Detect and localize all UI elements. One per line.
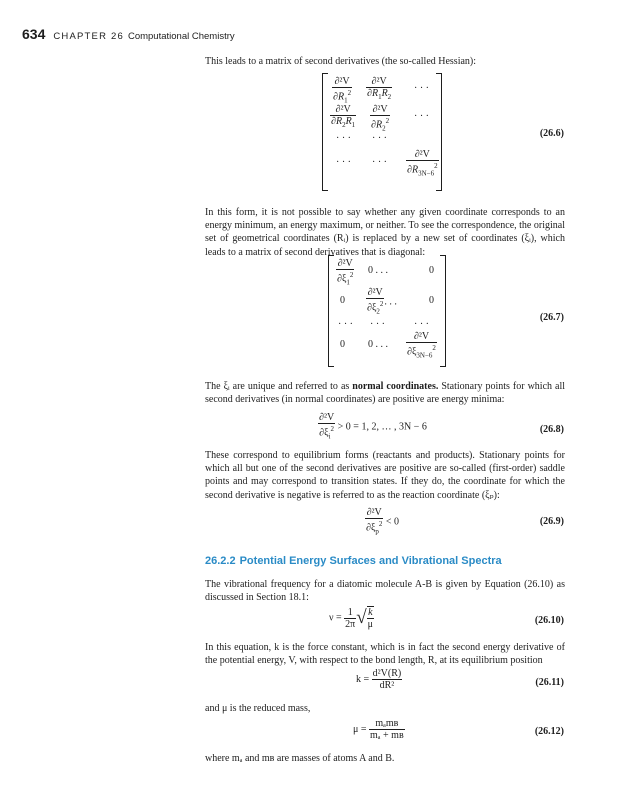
equation-number-26-12: (26.12) [534, 726, 564, 737]
equation-26-11: k = $\frac{\text{d²V(R)}}{\text{dR²}}$ [356, 668, 402, 691]
matrix-entry-31: · · · [336, 133, 351, 144]
matrix-left-bracket [322, 73, 328, 191]
paragraph-saddle-points: These correspond to equilibrium forms (reactants and products). Stationary points for which all but one of the second derivatives are positive are so-called (first-order) saddle points and may correspond to transition states. If they do, the coordinate for which the second derivative is negative is referred to as the reaction coordinate (ξₚ): [205, 450, 565, 501]
paragraph-force-constant: In this equation, k is the force constant, which is in fact the second energy derivative of the potential energy, V, with respect to the bond length, R, at its equilibrium position [205, 642, 565, 667]
diag-entry-22: $\frac{\text{∂²V}}{\partial\xi_2^2}$ . . . [367, 287, 397, 316]
diag-entry-22-dots: . . . [384, 296, 397, 308]
equation-26-9: $\frac{\text{∂²V}}{\partial\xi_p^2}$ < 0 [366, 507, 400, 536]
diag-entry-41: 0 [340, 339, 345, 350]
paragraph-normal-coordinates-intro: In this form, it is not possible to say whether any given coordinate corresponds to an energy minimum, an energy maximum, or neither. To see the correspondence, the original set of geometrical coordinates (Rᵢ) is replaced by a new set of coordinates (ξᵢ), which leads to a matrix of second derivatives that is diagonal: [205, 207, 565, 258]
p3-end: Stationary points for which all second derivatives (in normal coordinates) are positive are energy minima: [205, 381, 566, 406]
equation-26-12: μ = $\frac{\text{mₐmʙ}}{\text{mₐ + mʙ}}$ [353, 718, 404, 741]
diag-entry-13: 0 [429, 265, 434, 276]
k-lhs: k = [356, 673, 370, 685]
p3-start: The ξᵢ are unique and referred to as [205, 381, 353, 392]
diag-entry-23: 0 [429, 295, 434, 306]
chapter-label: CHAPTER 26 [53, 31, 124, 42]
section-title: Potential Energy Surfaces and Vibrational Spectra [239, 555, 502, 567]
paragraph-hessian-intro: This leads to a matrix of second derivatives (the so-called Hessian): [205, 56, 477, 67]
matrix-left-bracket [328, 255, 334, 367]
diag-entry-42: 0 . . . [368, 339, 388, 350]
matrix-entry-32: · · · [372, 133, 387, 144]
hessian-matrix [322, 73, 442, 191]
mu-lhs: μ = [353, 723, 367, 735]
matrix-entry-12: $\frac{\text{∂²V}}{\partial R_1R_2}$ [367, 76, 392, 101]
equation-26-10: ν = $\frac{1}{2\pi}$ √ $\frac{k}{\mu}$ [329, 606, 374, 630]
matrix-right-bracket [440, 255, 446, 367]
diagonal-matrix [328, 255, 446, 367]
equation-number-26-7: (26.7) [539, 312, 564, 323]
equation-number-26-9: (26.9) [539, 516, 564, 527]
nu-lhs: ν = [329, 612, 342, 624]
matrix-entry-23: · · · [414, 111, 429, 122]
equation-number-26-11: (26.11) [535, 677, 564, 688]
diag-entry-31: · · · [338, 319, 353, 330]
equation-number-26-6: (26.6) [539, 128, 564, 139]
diag-entry-44: $\frac{\text{∂²V}}{\partial\xi_{3N-6}^2}$ [407, 331, 436, 360]
chapter-title: Computational Chemistry [127, 31, 235, 42]
equation-26-8: $\frac{\text{∂²V}}{\partial\xi_i^2}$ > 0 = 1, 2, … , 3N − 6 [319, 412, 427, 441]
diag-entry-33: · · · [414, 319, 429, 330]
matrix-entry-11: $\frac{\text{∂²V}}{\partial R_1^2}$ [333, 76, 352, 105]
matrix-entry-41: · · · [336, 157, 351, 168]
paragraph-masses: where mₐ and mʙ are masses of atoms A and B. [205, 753, 395, 764]
diag-entry-21: 0 [340, 295, 345, 306]
paragraph-normal-coordinates [205, 380, 565, 406]
matrix-entry-21: $\frac{\text{∂²V}}{\partial R_2R_1}$ [331, 104, 356, 129]
page-number: 634 [22, 26, 46, 42]
normal-coordinates-term: normal coordinates. [352, 381, 439, 392]
section-heading [205, 555, 502, 567]
matrix-entry-44: $\frac{\text{∂²V}}{\partial R_{3N-6}^2}$ [407, 149, 438, 178]
matrix-entry-22: $\frac{\text{∂²V}}{\partial R_2^2}$ [371, 104, 390, 133]
equation-number-26-10: (26.10) [534, 615, 564, 626]
equation-26-9-rhs: < 0 [385, 516, 400, 528]
paragraph-reduced-mass: and μ is the reduced mass, [205, 703, 311, 714]
equation-26-8-rhs: > 0 = 1, 2, … , 3N − 6 [337, 421, 427, 433]
matrix-entry-13: · · · [414, 83, 429, 94]
diag-entry-12: 0 . . . [368, 265, 388, 276]
diag-entry-32: · · · [370, 319, 385, 330]
running-head [22, 26, 235, 44]
sqrt-sign: √ [356, 607, 367, 628]
matrix-entry-42: · · · [372, 157, 387, 168]
equation-number-26-8: (26.8) [539, 424, 564, 435]
paragraph-vibrational-frequency: The vibrational frequency for a diatomic molecule A-B is given by Equation (26.10) as discussed in Section 18.1: [205, 579, 565, 604]
diag-entry-11: $\frac{\text{∂²V}}{\partial\xi_1^2}$ [337, 258, 354, 287]
section-number: 26.2.2 [205, 555, 236, 567]
